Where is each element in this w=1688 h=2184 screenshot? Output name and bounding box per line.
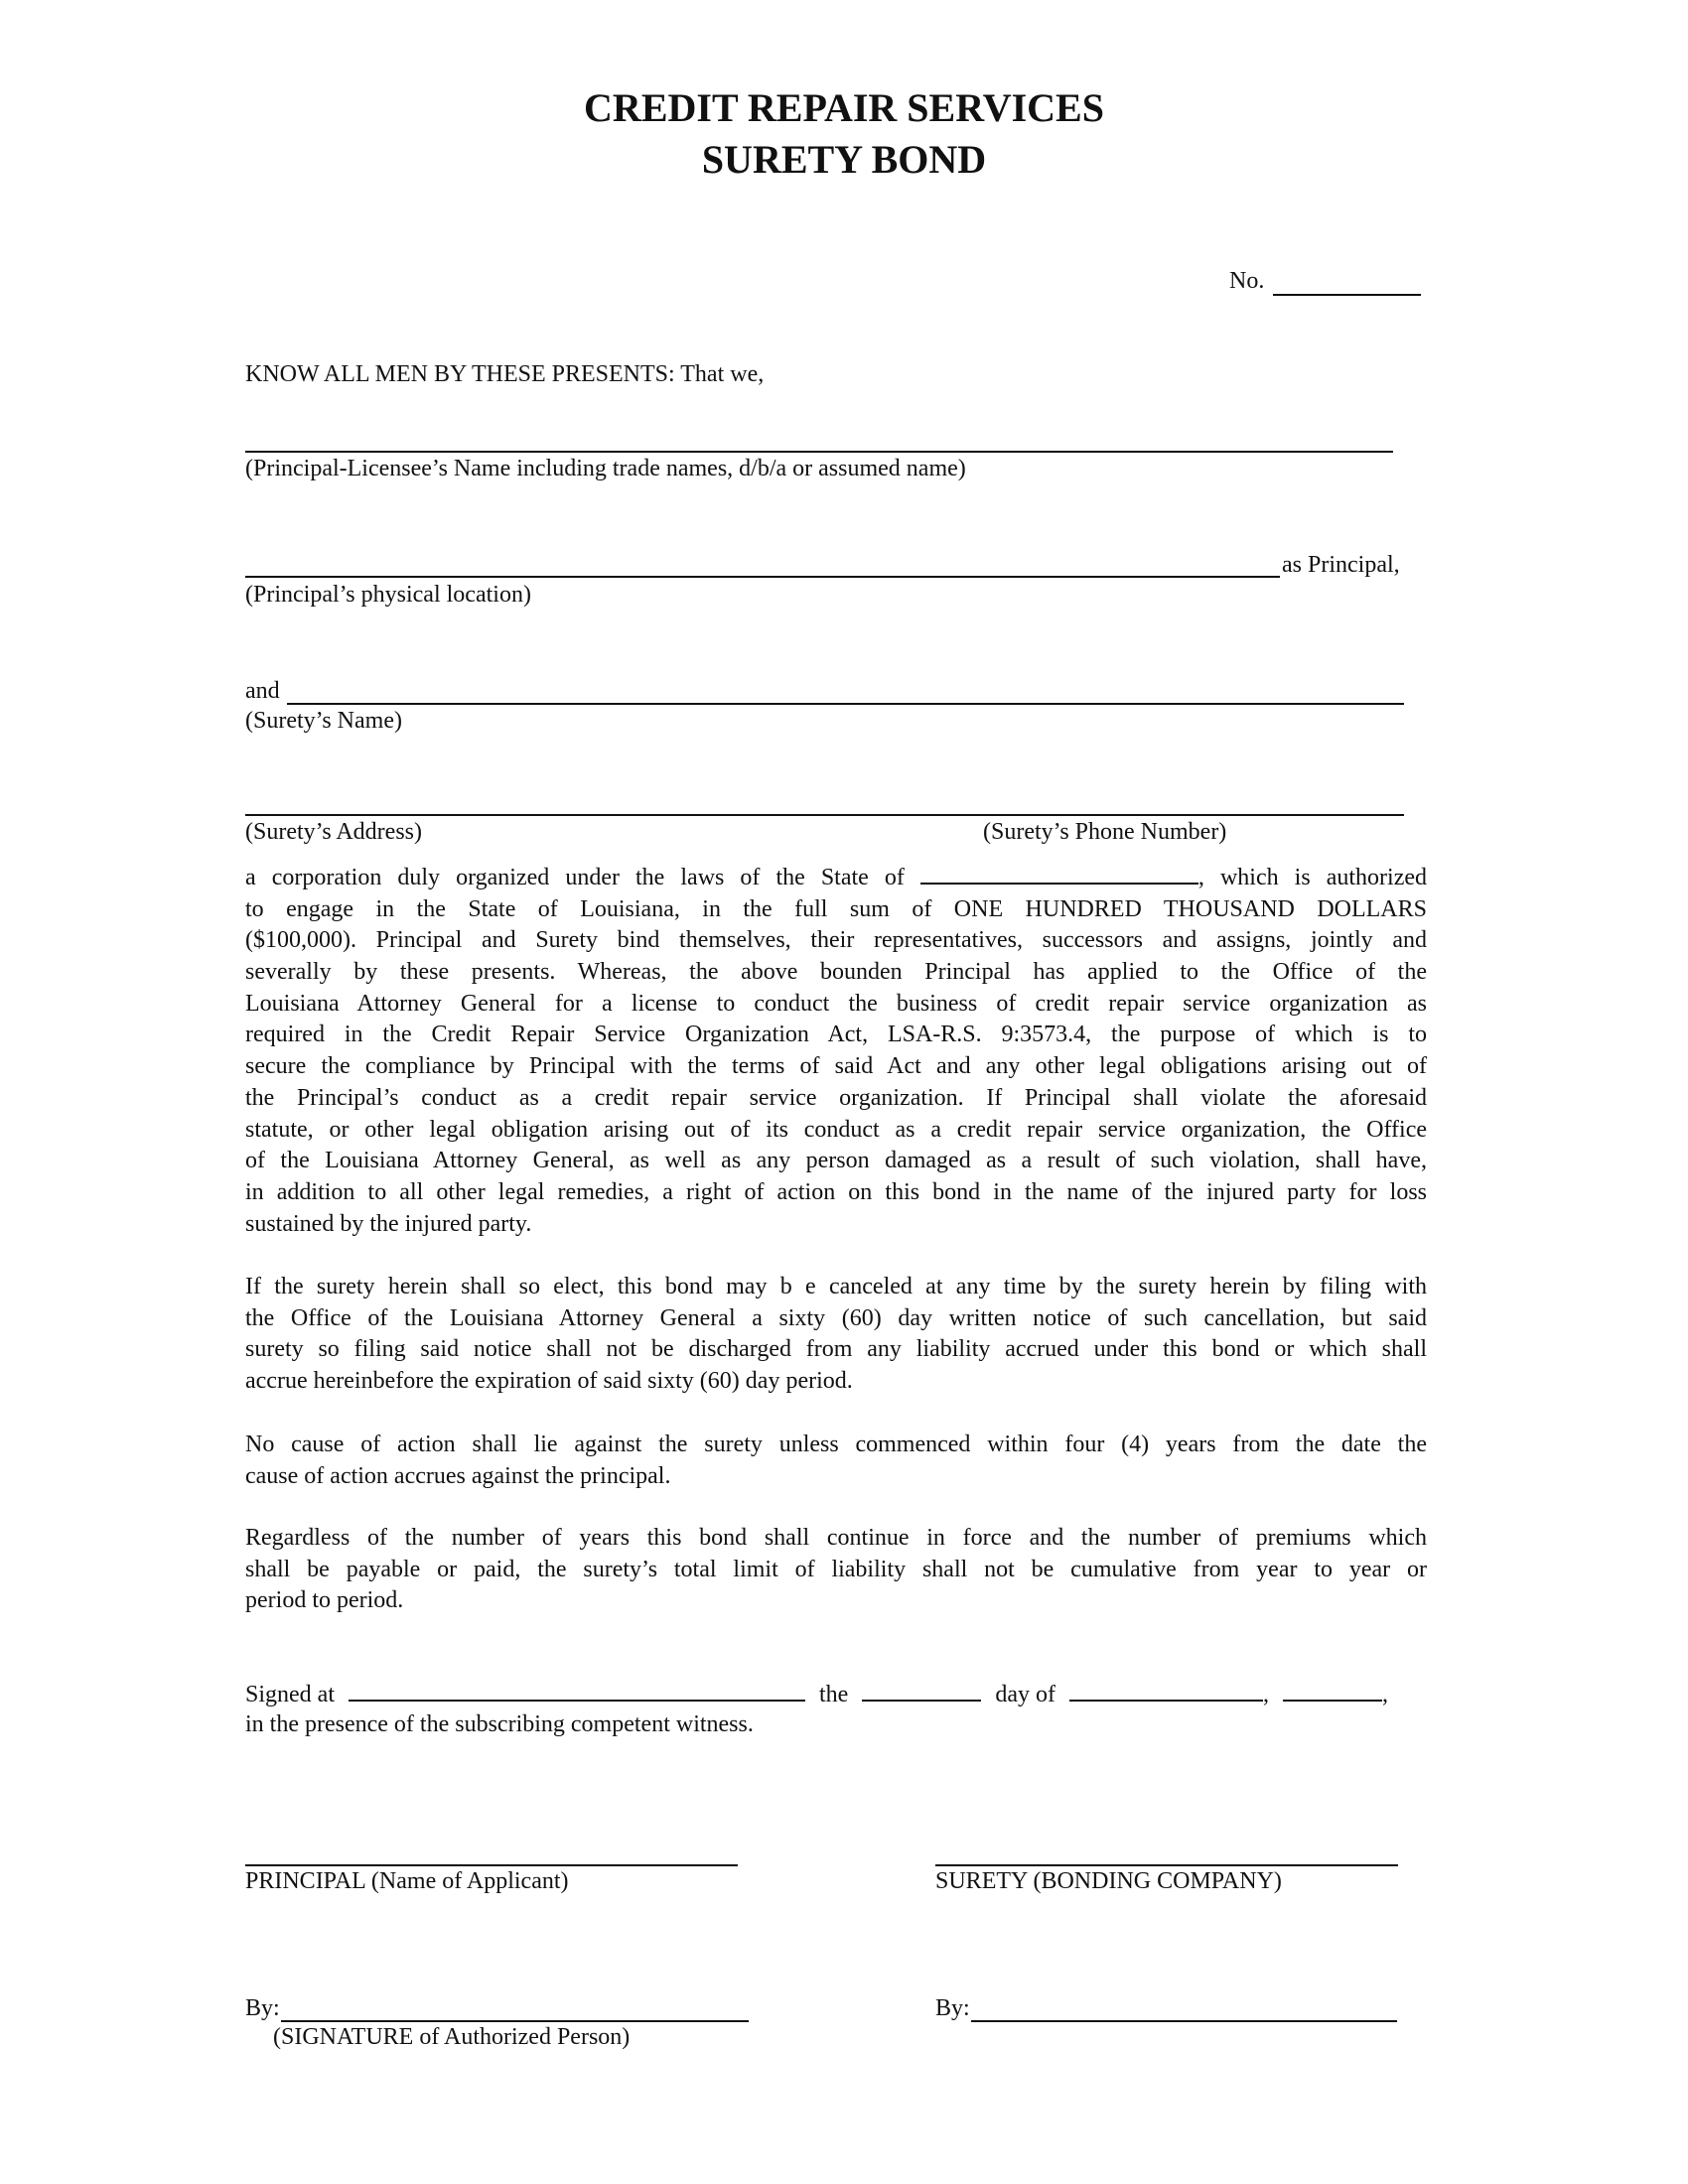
- bond-number-label: No.: [1229, 268, 1265, 294]
- paragraph-line: secure the compliance by Principal with the terms of said Act and any other legal obligations arising out of: [245, 1053, 1427, 1080]
- surety-address-caption: (Surety’s Address): [245, 819, 422, 845]
- paragraph-cancellation: [245, 1272, 1427, 1398]
- paragraph-line: severally by these presents. Whereas, the above bounden Principal has applied to the Office of the: [245, 959, 1427, 986]
- paragraph-line: surety so filing said notice shall not be discharged from any liability accrued under this bond or which shall: [245, 1336, 1427, 1363]
- paragraph-limitation: [245, 1430, 1427, 1492]
- paragraph-line: cause of action accrues against the principal.: [245, 1462, 671, 1489]
- comma: ,: [1381, 1682, 1388, 1707]
- signed-at-field[interactable]: [349, 1680, 805, 1702]
- line-text: a corporation duly organized under the laws of the State of: [245, 865, 905, 890]
- paragraph-bond-terms: [245, 863, 1427, 1240]
- paragraph-line: the Principal’s conduct as a credit repair service organization. If Principal shall violate the aforesaid: [245, 1084, 1427, 1111]
- principal-location-field[interactable]: [245, 576, 1280, 578]
- the-label: the: [819, 1682, 849, 1707]
- paragraph-line: period to period.: [245, 1587, 404, 1614]
- intro-text: KNOW ALL MEN BY THESE PRESENTS: That we,: [245, 361, 765, 387]
- line-text: , which is authorized: [1197, 865, 1427, 890]
- paragraph-line: in addition to all other legal remedies, a right of action on this bond in the name of the injured party for loss: [245, 1178, 1427, 1205]
- surety-phone-caption: (Surety’s Phone Number): [983, 819, 1227, 845]
- paragraph-line: ($100,000). Principal and Surety bind themselves, their representatives, successors and assigns, jointly and: [245, 927, 1427, 954]
- principal-name-field[interactable]: [245, 451, 1393, 453]
- signed-line: [245, 1680, 1388, 1708]
- bond-number-field[interactable]: [1273, 294, 1421, 296]
- principal-name-signature-field[interactable]: [245, 1864, 738, 1866]
- comma: ,: [1262, 1682, 1269, 1707]
- paragraph-line: of the Louisiana Attorney General, as well as any person damaged as a result of such violation, shall have,: [245, 1148, 1427, 1174]
- principal-location-caption: (Principal’s physical location): [245, 582, 531, 608]
- year-field[interactable]: [1283, 1680, 1382, 1702]
- surety-signature-field[interactable]: [971, 2020, 1397, 2022]
- surety-name-caption: (Surety’s Name): [245, 708, 402, 734]
- title-line-1: CREDIT REPAIR SERVICES: [584, 85, 1104, 130]
- paragraph-line: sustained by the injured party.: [245, 1210, 532, 1237]
- paragraph-line: [245, 863, 1427, 894]
- paragraph-liability: [245, 1523, 1427, 1617]
- paragraph-line: to engage in the State of Louisiana, in the full sum of ONE HUNDRED THOUSAND DOLLARS: [245, 895, 1427, 922]
- paragraph-line: No cause of action shall lie against the surety unless commenced within four (4) years from the date the: [245, 1432, 1427, 1457]
- paragraph-line: If the surety herein shall so elect, this bond may b e canceled at any time by the surety herein by filing with: [245, 1274, 1427, 1299]
- principal-label: PRINCIPAL (Name of Applicant): [245, 1868, 569, 1894]
- by-left-label: By:: [245, 1995, 280, 2021]
- surety-company-signature-field[interactable]: [935, 1864, 1398, 1866]
- title-line-2: SURETY BOND: [701, 137, 987, 182]
- paragraph-line: the Office of the Louisiana Attorney General a sixty (60) day written notice of such cancellation, but said: [245, 1304, 1427, 1331]
- witness-text: in the presence of the subscribing competent witness.: [245, 1711, 754, 1737]
- paragraph-line: statute, or other legal obligation arising out of its conduct as a credit repair service organization, the Office: [245, 1116, 1427, 1143]
- principal-name-caption: (Principal-Licensee’s Name including trade names, d/b/a or assumed name): [245, 456, 966, 481]
- paragraph-line: Louisiana Attorney General for a license to conduct the business of credit repair service organization as: [245, 990, 1427, 1017]
- paragraph-line: Regardless of the number of years this bond shall continue in force and the number of premiums which: [245, 1525, 1427, 1551]
- signed-at-label: Signed at: [245, 1682, 335, 1707]
- day-of-label: day of: [995, 1682, 1055, 1707]
- paragraph-line: shall be payable or paid, the surety’s total limit of liability shall not be cumulative from year to year or: [245, 1556, 1427, 1582]
- as-principal-text: as Principal,: [1282, 552, 1400, 578]
- surety-label: SURETY (BONDING COMPANY): [935, 1868, 1282, 1894]
- paragraph-line: required in the Credit Repair Service Organization Act, LSA-R.S. 9:3573.4, the purpose of which is to: [245, 1022, 1427, 1048]
- month-field[interactable]: [1069, 1680, 1263, 1702]
- signature-caption: (SIGNATURE of Authorized Person): [273, 2024, 631, 2050]
- surety-address-phone-field[interactable]: [245, 814, 1404, 816]
- surety-name-field[interactable]: [287, 703, 1404, 705]
- and-label: and: [245, 678, 280, 704]
- day-field[interactable]: [862, 1680, 981, 1702]
- principal-signature-field[interactable]: [281, 2020, 749, 2022]
- by-right-label: By:: [935, 1995, 970, 2021]
- paragraph-line: accrue hereinbefore the expiration of said sixty (60) day period.: [245, 1368, 853, 1395]
- state-field[interactable]: [920, 863, 1198, 885]
